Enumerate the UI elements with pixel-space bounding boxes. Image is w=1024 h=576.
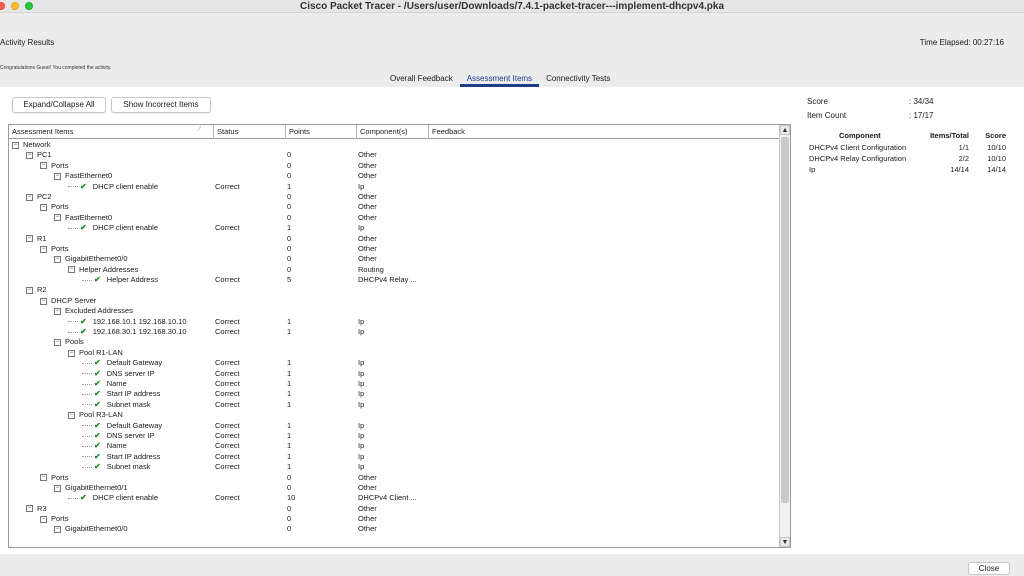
row-component: Other (358, 524, 377, 534)
tree-row-name (12, 493, 158, 503)
score-label: Score (807, 97, 828, 106)
tree-row-label: Default Gateway (106, 420, 163, 430)
tree-row-name (12, 285, 47, 295)
row-status: Correct (215, 493, 240, 503)
tree-row-label: Ports (51, 160, 69, 170)
checkmark-icon: ✔ (94, 430, 101, 440)
scroll-thumb[interactable] (781, 137, 789, 503)
tree-row[interactable] (9, 462, 779, 472)
tree-guide-line (82, 363, 92, 364)
tree-row-name (12, 421, 162, 431)
collapse-toggle-icon[interactable]: − (55, 172, 60, 179)
row-component: Other (358, 191, 377, 201)
row-status: Correct (215, 451, 240, 461)
checkmark-icon: ✔ (80, 327, 87, 337)
checkmark-icon: ✔ (94, 368, 101, 378)
checkmark-icon: ✔ (94, 378, 101, 388)
expand-collapse-button[interactable]: Expand/Collapse All (12, 97, 106, 113)
component-items: 2/2 (958, 154, 969, 163)
tree-row-name (12, 410, 123, 420)
row-points: 0 (287, 524, 292, 534)
scroll-up-icon[interactable]: ▲ (781, 127, 789, 134)
component-summary-table (807, 131, 1009, 176)
tree-row[interactable] (9, 234, 779, 244)
tree-row-label: PC1 (37, 150, 52, 160)
checkmark-icon: ✔ (80, 181, 87, 191)
component-row (807, 165, 1009, 176)
time-elapsed: Time Elapsed: 00:27:16 (919, 38, 1004, 47)
checkmark-icon: ✔ (80, 316, 87, 326)
row-component: Other (358, 482, 377, 492)
row-points: 0 (287, 264, 292, 274)
component-name: Ip (809, 165, 816, 174)
collapse-toggle-icon[interactable]: − (55, 526, 60, 533)
row-component: Other (358, 254, 377, 264)
tree-rows (9, 140, 779, 535)
component-score: 10/10 (987, 143, 1006, 152)
component-header: Component (839, 131, 881, 140)
tree-row-name (12, 358, 162, 368)
row-component: Ip (358, 462, 365, 472)
checkmark-icon: ✔ (94, 441, 101, 451)
tree-row-label: Name (106, 441, 127, 451)
tree-row-label: GigabitEthernet0/0 (65, 524, 128, 534)
tree-row-name (12, 327, 187, 337)
checkmark-icon: ✔ (94, 399, 101, 409)
tree-row-name (12, 504, 47, 514)
close-button[interactable]: Close (968, 562, 1010, 575)
tree-row-label: FastEthernet0 (65, 212, 113, 222)
row-component: DHCPv4 Relay ... (358, 275, 417, 285)
component-score: 10/10 (987, 154, 1006, 163)
row-component: Ip (358, 378, 365, 388)
tree-row-name (12, 306, 133, 316)
tree-row-name (12, 244, 69, 254)
row-points: 0 (287, 503, 292, 513)
row-points: 1 (287, 441, 292, 451)
tree-row[interactable] (9, 410, 779, 420)
congrats-message: Congratulations Guest! You completed the activity. (0, 65, 112, 71)
collapse-toggle-icon[interactable]: − (55, 307, 60, 314)
tree-row-label: GigabitEthernet0/1 (65, 482, 128, 492)
row-status: Correct (215, 316, 240, 326)
tree-row-label: R1 (37, 233, 47, 243)
component-items: 1/1 (958, 143, 969, 152)
tree-row-label: Subnet mask (106, 462, 151, 472)
row-component: Ip (358, 389, 365, 399)
tree-row-label: Pool R1-LAN (79, 347, 123, 357)
tree-row-name (12, 317, 187, 327)
tree-row-name (12, 441, 127, 451)
checkmark-icon: ✔ (94, 420, 101, 430)
tree-row[interactable] (9, 317, 779, 327)
row-status: Correct (215, 378, 240, 388)
tree-row[interactable] (9, 202, 779, 212)
collapse-toggle-icon[interactable]: − (41, 162, 46, 169)
component-name: DHCPv4 Client Configuration (809, 143, 907, 152)
item-count-label: Item Count (807, 111, 847, 120)
row-component: Other (358, 503, 377, 513)
collapse-toggle-icon[interactable]: − (41, 474, 46, 481)
component-name: DHCPv4 Relay Configuration (809, 154, 907, 163)
component-row (807, 154, 1009, 165)
row-points: 0 (287, 191, 292, 201)
tab-connectivity-tests[interactable]: Connectivity Tests (546, 74, 611, 83)
tab-assessment-items[interactable]: Assessment Items (460, 73, 539, 87)
checkmark-icon: ✔ (80, 493, 87, 503)
tree-row[interactable] (9, 140, 779, 150)
row-component: Other (358, 171, 377, 181)
tree-row[interactable] (9, 421, 779, 431)
tree-row[interactable] (9, 171, 779, 181)
tree-row-label: Ports (51, 514, 69, 524)
tree-guide-line (82, 280, 92, 281)
collapse-toggle-icon[interactable]: − (41, 245, 46, 252)
tree-row-name (12, 161, 69, 171)
tree-row-name (12, 369, 155, 379)
tree-row-label: Helper Address (106, 275, 158, 285)
tree-row[interactable] (9, 358, 779, 368)
row-status: Correct (215, 223, 240, 233)
row-points: 0 (287, 160, 292, 170)
row-points: 1 (287, 368, 292, 378)
row-points: 0 (287, 472, 292, 482)
tree-row-label: Subnet mask (106, 399, 151, 409)
column-header-components[interactable]: Component(s) (357, 125, 429, 139)
tree-row-label: Network (23, 140, 51, 149)
tree-row[interactable] (9, 514, 779, 524)
scroll-down-icon[interactable]: ▼ (781, 539, 789, 546)
tree-row[interactable] (9, 400, 779, 410)
tree-row[interactable] (9, 431, 779, 441)
row-points: 1 (287, 358, 292, 368)
row-component: Ip (358, 181, 365, 191)
checkmark-icon: ✔ (80, 223, 87, 233)
tree-row[interactable] (9, 348, 779, 358)
tree-row[interactable] (9, 182, 779, 192)
tree-row[interactable] (9, 223, 779, 233)
tree-row[interactable] (9, 161, 779, 171)
row-points: 1 (287, 420, 292, 430)
tree-row-label: Name (106, 378, 127, 388)
collapse-toggle-icon[interactable]: − (27, 152, 32, 159)
tree-row-name (12, 234, 47, 244)
row-component: Ip (358, 223, 365, 233)
collapse-toggle-icon[interactable]: − (55, 214, 60, 221)
collapse-toggle-icon[interactable]: − (27, 505, 32, 512)
row-status: Correct (215, 389, 240, 399)
collapse-toggle-icon[interactable]: − (55, 255, 60, 262)
item-count-value: : 17/17 (909, 111, 934, 120)
collapse-toggle-icon[interactable]: − (41, 204, 46, 211)
tree-row-name (12, 462, 150, 472)
tree-row[interactable] (9, 265, 779, 275)
tree-row-name (12, 452, 160, 462)
row-component: Ip (358, 399, 365, 409)
tree-guide-line (82, 384, 92, 385)
row-component: Other (358, 202, 377, 212)
tree-row-name (12, 140, 51, 150)
tree-guide-line (82, 467, 92, 468)
tree-row-label: Pools (65, 337, 84, 347)
tree-row-label: 192.168.30.1 192.168.30.10 (92, 327, 187, 337)
tree-row-label: DNS server IP (106, 368, 155, 378)
tree-guide-line (82, 373, 92, 374)
show-incorrect-button[interactable]: Show Incorrect Items (111, 97, 211, 113)
tree-row-label: R2 (37, 285, 47, 295)
tree-row-name (12, 389, 160, 399)
row-component: Other (358, 243, 377, 253)
tree-row-label: Excluded Addresses (65, 306, 133, 316)
tab-bar (383, 73, 617, 87)
tree-row[interactable] (9, 337, 779, 347)
assessment-tree (8, 124, 791, 548)
row-component: Routing (358, 264, 384, 274)
items-total-header: Items/Total (929, 131, 969, 140)
tree-row[interactable] (9, 327, 779, 337)
tree-guide-line (82, 404, 92, 405)
tree-row[interactable] (9, 473, 779, 483)
row-points: 1 (287, 430, 292, 440)
checkmark-icon: ✔ (94, 389, 101, 399)
row-component: Other (358, 150, 377, 160)
row-status: Correct (215, 368, 240, 378)
tree-row-label: Ports (51, 202, 69, 212)
row-status: Correct (215, 358, 240, 368)
row-points: 5 (287, 275, 292, 285)
tree-row-label: GigabitEthernet0/0 (65, 254, 128, 264)
tree-row[interactable] (9, 244, 779, 254)
tree-row-name (12, 182, 158, 192)
tree-row-label: Start IP address (106, 451, 161, 461)
collapse-toggle-icon[interactable]: − (69, 411, 74, 418)
row-points: 10 (287, 493, 296, 503)
results-panel (0, 87, 1024, 554)
tree-row-name (12, 514, 69, 524)
collapse-toggle-icon[interactable]: − (27, 193, 32, 200)
tree-guide-line (82, 394, 92, 395)
tree-row[interactable] (9, 254, 779, 264)
tree-row-name (12, 400, 150, 410)
tree-row-label: Ports (51, 472, 69, 482)
tree-row[interactable] (9, 524, 779, 534)
tree-row[interactable] (9, 275, 779, 285)
checkmark-icon: ✔ (94, 275, 101, 285)
tree-row-label: FastEthernet0 (65, 171, 113, 181)
row-points: 1 (287, 223, 292, 233)
row-points: 0 (287, 202, 292, 212)
row-points: 1 (287, 378, 292, 388)
score-header: Score (985, 131, 1006, 140)
tree-row[interactable] (9, 389, 779, 399)
row-points: 0 (287, 150, 292, 160)
collapse-toggle-icon[interactable]: − (41, 297, 46, 304)
collapse-toggle-icon[interactable]: − (55, 484, 60, 491)
row-status: Correct (215, 462, 240, 472)
checkmark-icon: ✔ (94, 358, 101, 368)
tree-row[interactable] (9, 306, 779, 316)
row-points: 1 (287, 389, 292, 399)
tree-row-name (12, 192, 52, 202)
row-points: 0 (287, 233, 292, 243)
tree-row[interactable] (9, 483, 779, 493)
tree-guide-line (68, 228, 78, 229)
row-status: Correct (215, 275, 240, 285)
row-points: 0 (287, 212, 292, 222)
row-component: Other (358, 233, 377, 243)
tree-scrollbar[interactable] (779, 125, 790, 547)
component-items: 14/14 (950, 165, 969, 174)
row-points: 0 (287, 254, 292, 264)
collapse-toggle-icon[interactable]: − (55, 339, 60, 346)
tree-row[interactable] (9, 493, 779, 503)
row-points: 1 (287, 451, 292, 461)
score-value: : 34/34 (909, 97, 934, 106)
window-title: Cisco Packet Tracer - /Users/user/Downloads/7.4.1-packet-tracer---implement-dhcpv4.pka (299, 1, 725, 12)
collapse-toggle-icon[interactable]: − (69, 349, 74, 356)
tree-row[interactable] (9, 369, 779, 379)
component-table-header (807, 131, 1009, 143)
row-component: DHCPv4 Client ... (358, 493, 417, 503)
tree-header (9, 125, 779, 139)
tree-row-name (12, 524, 128, 534)
tree-row-label: Pool R3-LAN (79, 410, 123, 420)
activity-results-heading: Activity Results (0, 38, 55, 47)
tree-row[interactable] (9, 379, 779, 389)
tree-row[interactable] (9, 213, 779, 223)
tree-row-name (12, 150, 52, 160)
tree-row-name (12, 379, 127, 389)
row-status: Correct (215, 430, 240, 440)
row-component: Ip (358, 430, 365, 440)
tree-row[interactable] (9, 150, 779, 160)
row-points: 0 (287, 171, 292, 181)
tree-row[interactable] (9, 285, 779, 295)
row-points: 0 (287, 243, 292, 253)
row-component: Ip (358, 441, 365, 451)
tree-row-label: DNS server IP (106, 430, 155, 440)
column-header-points[interactable]: Points (286, 125, 357, 139)
row-component: Other (358, 472, 377, 482)
tree-row-name (12, 202, 69, 212)
tree-row-name (12, 483, 128, 493)
tree-row-name (12, 348, 123, 358)
row-points: 1 (287, 399, 292, 409)
row-points: 1 (287, 327, 292, 337)
collapse-toggle-icon[interactable]: − (41, 515, 46, 522)
collapse-toggle-icon[interactable]: − (69, 266, 74, 273)
row-status: Correct (215, 399, 240, 409)
row-status: Correct (215, 181, 240, 191)
tree-row-name (12, 254, 128, 264)
checkmark-icon: ✔ (94, 451, 101, 461)
tree-row-name (12, 171, 112, 181)
tree-row-name (12, 473, 69, 483)
row-component: Ip (358, 451, 365, 461)
tree-row[interactable] (9, 452, 779, 462)
tree-row[interactable] (9, 504, 779, 514)
row-component: Ip (358, 316, 365, 326)
tree-row-label: Default Gateway (106, 358, 163, 368)
tree-row-name (12, 296, 96, 306)
collapse-toggle-icon[interactable]: − (13, 141, 18, 148)
tree-guide-line (68, 321, 78, 322)
column-resize-icon: ⁄ (199, 126, 201, 133)
tree-guide-line (82, 425, 92, 426)
tree-row-name (12, 213, 112, 223)
row-status: Correct (215, 420, 240, 430)
row-points: 1 (287, 181, 292, 191)
tree-row[interactable] (9, 192, 779, 202)
tree-row-label: DHCP client enable (92, 181, 159, 191)
tree-row-name (12, 337, 84, 347)
row-component: Other (358, 514, 377, 524)
tree-row-name (12, 275, 158, 285)
tree-row-label: DHCP Server (51, 295, 97, 305)
row-component: Ip (358, 358, 365, 368)
column-header-assessment-items[interactable]: Assessment Items (9, 125, 214, 139)
title-bar (0, 0, 1024, 13)
tree-row-label: PC2 (37, 191, 52, 201)
row-component: Ip (358, 327, 365, 337)
row-component: Ip (358, 420, 365, 430)
tree-row[interactable] (9, 441, 779, 451)
row-points: 1 (287, 462, 292, 472)
row-component: Other (358, 160, 377, 170)
tree-row-name (12, 431, 155, 441)
row-points: 1 (287, 316, 292, 326)
component-row (807, 143, 1009, 154)
collapse-toggle-icon[interactable]: − (27, 287, 32, 294)
tree-guide-line (68, 186, 78, 187)
tree-row-name (12, 265, 138, 275)
tree-guide-line (82, 446, 92, 447)
checkmark-icon: ✔ (94, 462, 101, 472)
tree-row-label: Start IP address (106, 389, 161, 399)
tab-overall-feedback[interactable]: Overall Feedback (390, 74, 453, 83)
row-status: Correct (215, 327, 240, 337)
tree-row-label: DHCP client enable (92, 493, 159, 503)
tree-row-label: 192.168.10.1 192.168.10.10 (92, 316, 187, 326)
tree-row[interactable] (9, 296, 779, 306)
tree-row-label: R3 (37, 503, 47, 513)
row-points: 0 (287, 514, 292, 524)
tree-guide-line (82, 456, 92, 457)
tree-guide-line (68, 498, 78, 499)
tree-guide-line (82, 436, 92, 437)
column-header-feedback[interactable]: Feedback (432, 127, 465, 136)
tree-row-label: Helper Addresses (79, 264, 139, 274)
row-points: 0 (287, 482, 292, 492)
column-header-status[interactable]: Status (214, 125, 286, 139)
tree-row-name (12, 223, 158, 233)
component-score: 14/14 (987, 165, 1006, 174)
row-component: Ip (358, 368, 365, 378)
row-status: Correct (215, 441, 240, 451)
tree-row-label: Ports (51, 243, 69, 253)
collapse-toggle-icon[interactable]: − (27, 235, 32, 242)
row-component: Other (358, 212, 377, 222)
tree-guide-line (68, 332, 78, 333)
tree-row-label: DHCP client enable (92, 223, 159, 233)
